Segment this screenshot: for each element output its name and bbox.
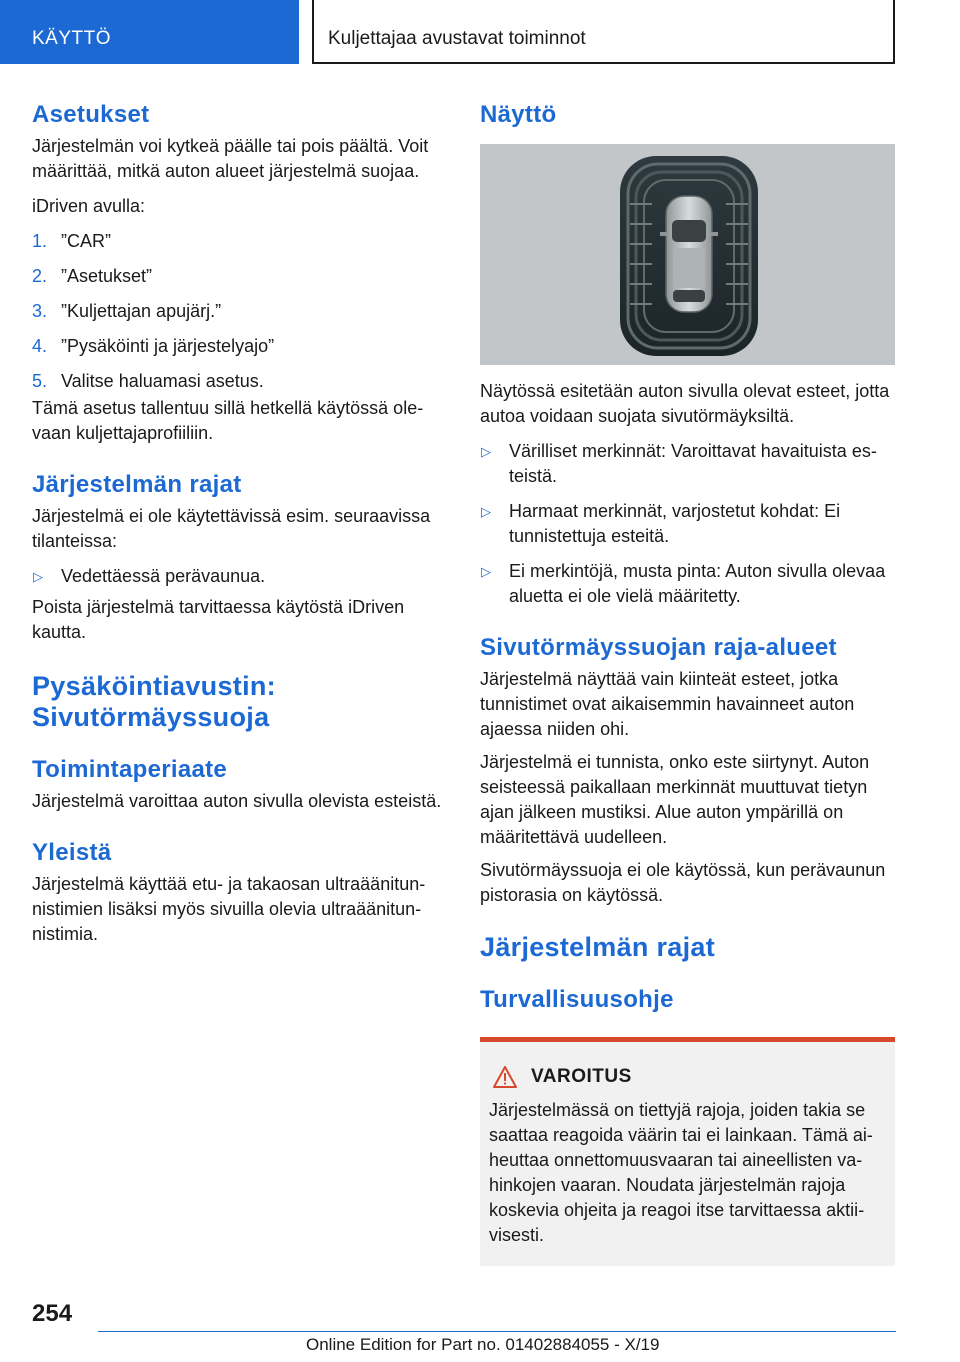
step-number: 5. xyxy=(32,371,48,391)
limits-text: Järjestelmä ei ole käytettävissä esim. seuraavissa tilanteissa: xyxy=(32,506,431,551)
list-item-text: Harmaat merkinnät, varjostetut kohdat: Ei tunnistettuja esteitä. xyxy=(509,501,841,546)
triangle-right-icon: ▷ xyxy=(481,564,491,579)
list-item xyxy=(32,369,448,394)
general-heading: Yleistä xyxy=(32,839,112,866)
warning-title: VAROITUS xyxy=(531,1066,632,1087)
limits-main-heading: Järjestelmän rajat xyxy=(480,932,716,962)
car-top-view-illustration xyxy=(480,144,895,365)
triangle-right-icon: ▷ xyxy=(33,569,43,584)
safety-heading: Turvallisuusohje xyxy=(480,986,674,1013)
list-item-text: Ei merkintöjä, musta pinta: Auton sivulla olevaa aluetta ei ole vielä määritetty. xyxy=(509,561,886,606)
triangle-right-icon: ▷ xyxy=(481,504,491,519)
step-text: ”Asetukset” xyxy=(61,266,153,286)
steps-list xyxy=(32,229,448,394)
left-column xyxy=(32,100,448,947)
section-tab xyxy=(0,0,299,64)
limits-heading: Järjestelmän rajat xyxy=(32,471,242,498)
chapter-title: Kuljettajaa avustavat toiminnot xyxy=(328,28,586,49)
idrive-intro: iDriven avulla: xyxy=(32,196,146,216)
main-heading-line-1: Pysäköintiavustin: xyxy=(32,671,276,701)
side-protection-display-image xyxy=(480,144,895,365)
list-item xyxy=(480,439,896,489)
area-text-1: Järjestelmä näyttää vain kiinteät esteet, jotka tunnistimet ovat aikaisemmin havainneet auton ajaessa niiden ohi. xyxy=(480,669,855,739)
warning-header xyxy=(489,1066,886,1088)
step-number: 2. xyxy=(32,266,48,286)
display-text: Näytössä esitetään auton sivulla olevat esteet, jotta autoa voidaan suojata sivutörmäyksiltä. xyxy=(480,381,890,426)
step-text: ”Pysäköinti ja järjestelyajo” xyxy=(61,336,275,356)
list-item-text: Värilliset merkinnät: Varoittavat havaituista esteistä. xyxy=(509,441,877,486)
limits-after-text: Poista järjestelmä tarvittaessa käytöstä iDriven kautta. xyxy=(32,597,405,642)
triangle-right-icon: ▷ xyxy=(481,444,491,459)
list-item xyxy=(32,229,448,254)
warning-triangle-icon xyxy=(493,1066,517,1088)
section-title: KÄYTTÖ xyxy=(32,28,112,49)
step-number: 4. xyxy=(32,336,48,356)
area-text-3: Sivutörmäyssuoja ei ole käytössä, kun perävaunun pistorasia on käytössä. xyxy=(480,860,886,905)
list-item xyxy=(480,499,896,549)
asetukset-text: Järjestelmän voi kytkeä päälle tai pois päältä. Voit määrittää, mitkä auton alueet järjestelmä suojaa. xyxy=(32,136,429,181)
general-text: Järjestelmä käyttää etu- ja takaosan ultraäänitunnistimien lisäksi myös sivuilla olevia ultraäänitunnistimia. xyxy=(32,874,426,944)
page-number: 254 xyxy=(32,1300,73,1327)
limits-list xyxy=(32,564,448,589)
display-legend-list xyxy=(480,439,896,609)
step-text: Valitse haluamasi asetus. xyxy=(61,371,264,391)
display-heading: Näyttö xyxy=(480,101,557,128)
step-number: 3. xyxy=(32,301,48,321)
step-number: 1. xyxy=(32,231,48,251)
warning-box xyxy=(480,1037,895,1266)
list-item xyxy=(32,264,448,289)
area-heading: Sivutörmäyssuojan raja-alueet xyxy=(480,634,837,661)
list-item xyxy=(32,299,448,324)
asetukset-heading: Asetukset xyxy=(32,101,150,128)
list-item xyxy=(480,559,896,609)
step-text: ”Kuljettajan apujärj.” xyxy=(61,301,222,321)
step-text: ”CAR” xyxy=(61,231,111,251)
list-item xyxy=(32,564,448,589)
right-column xyxy=(480,100,896,1266)
list-item-text: Vedettäessä perävaunua. xyxy=(61,566,266,586)
edition-text: Online Edition for Part no. 01402884055 - X/19 xyxy=(306,1335,660,1354)
chapter-tab xyxy=(312,0,895,64)
main-heading-line-2: Sivutörmäyssuoja xyxy=(32,702,270,732)
principle-heading: Toimintaperiaate xyxy=(32,756,228,783)
list-item xyxy=(32,334,448,359)
setting-note: Tämä asetus tallentuu sillä hetkellä käytössä olevaan kuljettajaprofiiliin. xyxy=(32,398,424,443)
footer-divider xyxy=(98,1331,896,1332)
warning-text: Järjestelmässä on tiettyjä rajoja, joiden takia se saattaa reagoida väärin tai ei lainkaan. Tämä aiheuttaa onnettomuusvaaran tai aineellisten vahinkojen vaaran. Noudata järjestelmän rajoja koskevia ohjeita ja reagoi itse tarvittaessa aktiivisesti. xyxy=(489,1100,873,1245)
principle-text: Järjestelmä varoittaa auton sivulla olevista esteistä. xyxy=(32,791,442,811)
area-text-2: Järjestelmä ei tunnista, onko este siirtynyt. Auton seisteessä paikallaan merkinnät muuttuvat tietyn ajan jälkeen mustiksi. Alue auton ympärillä on määritettävä uudelleen. xyxy=(480,752,870,847)
